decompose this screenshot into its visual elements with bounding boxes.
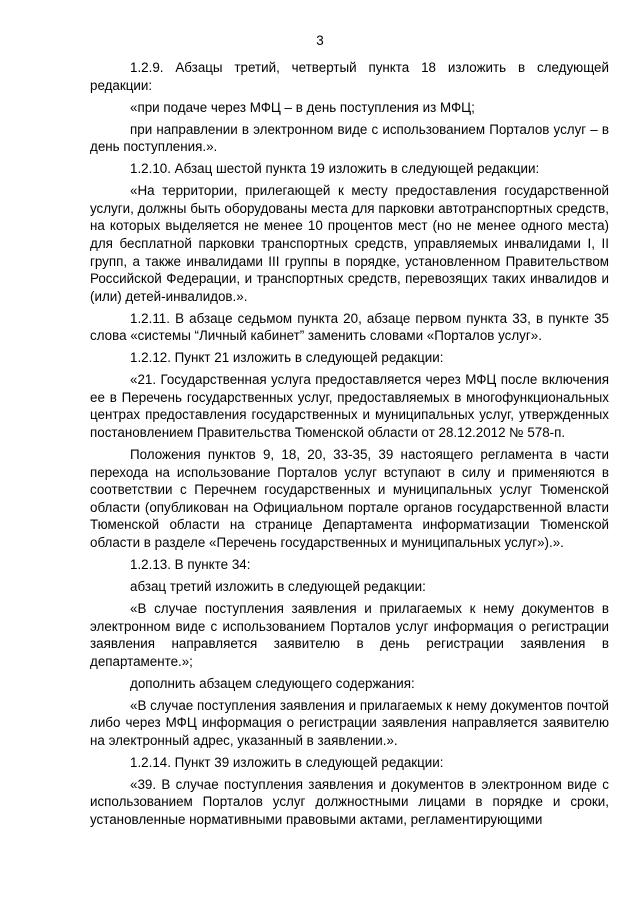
paragraph: 1.2.12. Пункт 21 изложить в следующей редакции:: [130, 350, 444, 366]
paragraph: Положения пунктов 9, 18, 20, 33-35, 39 настоящего регламента в части перехода на использование Порталов услуг вступают в силу и применяются в соответствии с Перечнем государственных и муниципальных услуг Тюменской области (опубликован на Официальном портале органов государственной власти Тюменской области на странице Департамента информатизации Тюменской области в разделе «Перечень государственных и муниципальных услуг»).».: [90, 447, 609, 550]
document-body: [90, 59, 609, 829]
paragraph: 1.2.10. Абзац шестой пункта 19 изложить в следующей редакции:: [130, 161, 540, 177]
paragraph: при направлении в электронном виде с использованием Порталов услуг – в день поступления.».: [90, 121, 609, 155]
paragraph: 1.2.14. Пункт 39 изложить в следующей редакции:: [130, 754, 444, 770]
paragraph: «В случае поступления заявления и прилагаемых к нему документов в электронном виде с использованием Порталов услуг информация о регистрации заявления направляется заявителю в день регистрации заявления в департаменте.»;: [90, 600, 609, 669]
paragraph: 1.2.9. Абзацы третий, четвертый пункта 18 изложить в следующей редакции:: [90, 60, 609, 93]
paragraph: дополнить абзацем следующего содержания:: [130, 675, 415, 691]
paragraph: 1.2.11. В абзаце седьмом пункта 20, абзаце первом пункта 33, в пункте 35 слова «системы “Личный кабинет” заменить словами «Порталов услуг».: [90, 310, 609, 344]
paragraph: 1.2.13. В пункте 34:: [130, 556, 251, 572]
paragraph: «На территории, прилегающей к месту предоставления государственной услуги, должны быть оборудованы места для парковки автотранспортных средств, на которых выделяется не менее 10 процентов мест (но не менее одного места) для бесплатной парковки транспортных средств, управляемых инвалидами I, II групп, а также инвалидами III группы в порядке, установленном Правительством Российской Федерации, и транспортных средств, перевозящих таких инвалидов и (или) детей-инвалидов.».: [90, 183, 609, 304]
paragraph: «39. В случае поступления заявления и документов в электронном виде с использованием Порталов услуг должностными лицами в порядке и сроки, установленные нормативными правовыми актами, регламентирующими: [90, 776, 609, 828]
paragraph: абзац третий изложить в следующей редакции:: [130, 578, 426, 594]
page-number: 3: [316, 33, 324, 48]
paragraph: «21. Государственная услуга предоставляется через МФЦ после включения ее в Перечень государственных услуг, предоставляемых в многофункциональных центрах предоставления государственных и муниципальных услуг, утвержденных постановлением Правительства Тюменской области от 28.12.2012 № 578-п.: [90, 372, 609, 441]
paragraph: «при подаче через МФЦ – в день поступления из МФЦ;: [130, 99, 475, 115]
paragraph: «В случае поступления заявления и прилагаемых к нему документов почтой либо через МФЦ информация о регистрации заявления направляется заявителю на электронный адрес, указанный в заявлении.».: [90, 697, 609, 748]
